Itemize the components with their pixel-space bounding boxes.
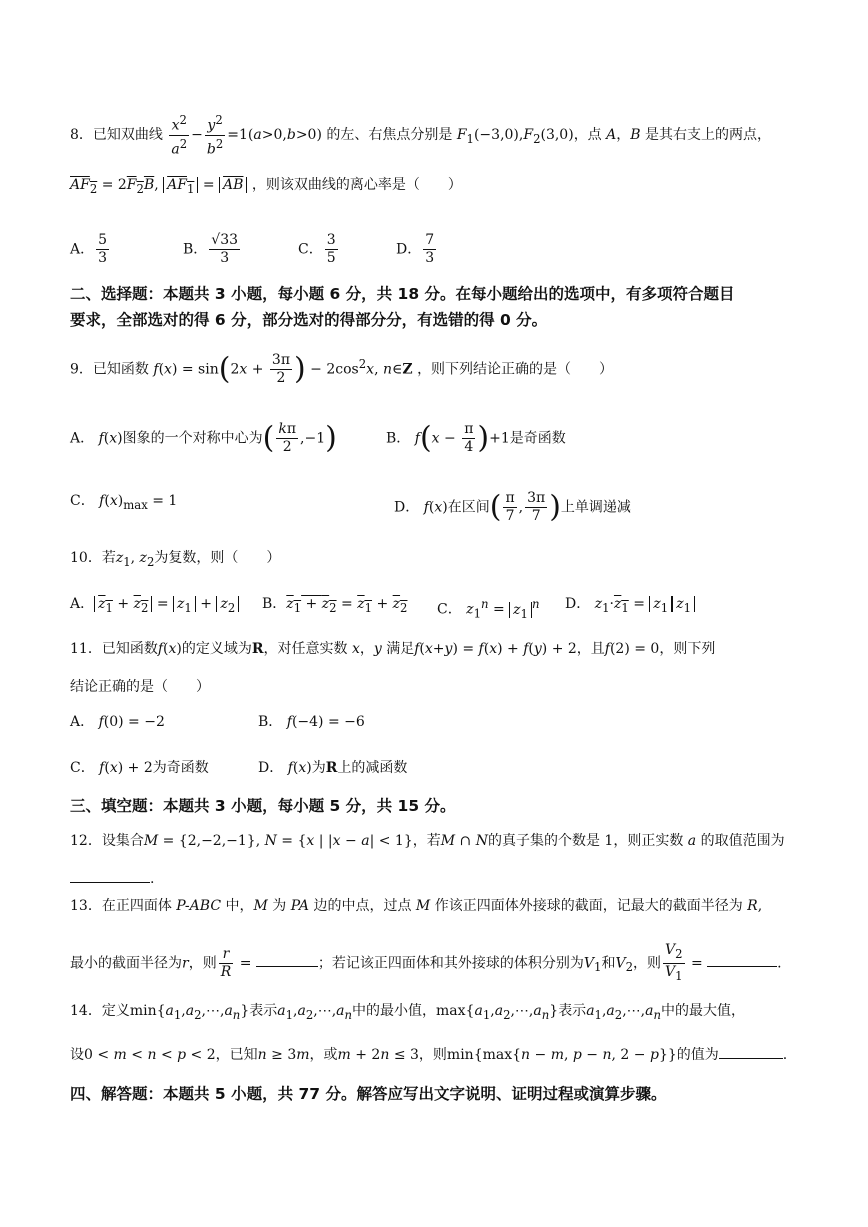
q10-option-d: D． $z_1\cdot z_1 = z_1$ $z_1$	[565, 593, 695, 619]
q14-text: 的值为	[676, 1047, 719, 1063]
q12-stem: 12．设集合M = {2,−2,−1}, N = {x | |x − a| < 1}，若M ∩ N的真子集的个数是 1，则正实数 a 的取值范围为	[70, 833, 785, 849]
q12-stem-if: ，若	[412, 833, 441, 849]
q14-text: ，或	[309, 1047, 338, 1063]
q13-text: ；若记该正四面体和其外接球的体积分别为	[317, 955, 584, 972]
option-text: 为	[311, 760, 326, 776]
q14-text: ，已知	[215, 1047, 258, 1063]
q9-option-d: D． f(x)在区间( $\frac{\pi}{7}$ , $\frac{3\pi}{7}$ )上单调递减	[394, 489, 631, 525]
option-label: A．	[70, 596, 95, 612]
option-text: 为奇函数	[152, 760, 209, 776]
option-numerator: 7	[425, 232, 435, 248]
option-label: C．	[70, 493, 95, 509]
answer-blank[interactable]	[70, 868, 150, 883]
option-numerator: 5	[98, 232, 108, 248]
q13-text: 13．在正四面体	[70, 898, 172, 914]
q14-text: 中的最小值，	[352, 1003, 437, 1019]
q12-stem-range: 的取值范围为	[700, 833, 785, 849]
answer-blank-volume-ratio[interactable]	[707, 952, 777, 967]
q11-stem-tail: ，则下列	[659, 641, 716, 657]
option-denominator: 3	[425, 250, 435, 266]
q11-option-c: C． f(x) + 2为奇函数	[70, 760, 209, 776]
q13-text: 为	[272, 898, 287, 914]
option-label: A．	[70, 714, 95, 730]
q8-stem-right-branch: 是其右支上的两点，	[645, 127, 772, 144]
q14-text: 表示	[249, 1003, 278, 1019]
option-label: B．	[183, 241, 208, 258]
option-numerator: √33	[211, 232, 239, 248]
q14-text: 设	[70, 1047, 84, 1063]
q9-option-a: A． f(x)图象的一个对称中心为( $\frac{k\pi}{2}$ ,−1)	[70, 420, 337, 456]
q12-stem-intro: 12．设集合	[70, 833, 144, 849]
option-denominator: 5	[326, 250, 336, 266]
q14-text: 14．定义	[70, 1003, 130, 1019]
q13-text: 和	[601, 955, 616, 972]
q9-stem-tail: ，则下列结论正确的是（ ）	[417, 361, 614, 378]
option-label: D．	[394, 499, 420, 516]
q13-text: 最小的截面半径为	[70, 955, 182, 972]
q11-stem-intro: 11．已知函数	[70, 641, 158, 657]
option-label: B．	[262, 596, 287, 612]
q13-text: 中，	[225, 898, 254, 914]
math-frac-x2-a2: $\frac{x^2}{a^2}$	[171, 113, 188, 158]
q9-option-c: C． $f(x)_{max} = 1$	[70, 493, 178, 512]
q14-text: ，则	[418, 1047, 447, 1063]
q8-option-d	[396, 232, 438, 267]
q11-stem-any: ，对任意实数	[263, 641, 348, 657]
math-frac-y2-b2: $\frac{y^2}{b^2}$	[206, 113, 224, 158]
section-3-header: 三、填空题：本题共 3 小题，每小题 5 分，共 15 分。	[70, 797, 456, 815]
option-denominator: 3	[98, 250, 108, 266]
q10-option-a: A． $z_1 + z_2 = z_1 + z_2$	[70, 593, 239, 619]
option-label: D．	[565, 596, 591, 612]
option-numerator: 3	[326, 232, 336, 248]
q13-line-2: 最小的截面半径为r，则 $\frac{r}{R}$ = ；若记该正四面体和其外接球的体积分别为$V_1$和$V_2$，则 $\frac{V_2}{V_1}$ = .	[70, 942, 782, 983]
q14-text: 中的最大值，	[660, 1003, 745, 1019]
q11-stem-satisfy: 满足	[386, 641, 415, 657]
option-label: D．	[396, 241, 422, 258]
q14-text: 表示	[558, 1003, 587, 1019]
q13-line-1: 13．在正四面体 P-ABC 中，M 为 PA 边的中点，过点 M 作该正四面体外接球的截面，记最大的截面半径为 R,	[70, 898, 763, 914]
q10-option-b: B．$z_1 + z_2 = z_1 + z_2$	[262, 596, 408, 615]
option-label: C．	[437, 601, 462, 618]
q8-line-2: $AF_2 = 2F_2B$, $AF_1 = \overline{AB}$ ，则该双曲线的离心率是（ ）	[70, 177, 462, 196]
q8-stem-points: ，点	[573, 127, 602, 144]
option-label: A．	[70, 241, 95, 258]
q11-option-a: A． f(0) = −2	[70, 714, 165, 730]
option-label: C．	[298, 241, 323, 258]
q13-text: 边的中点，过点	[313, 898, 412, 914]
q14-line-1: 14．定义$\min\{a_1,a_2,\cdots,a_n\}$表示$a_1,a_2,\cdots,a_n$中的最小值，$\max\{a_1,a_2,\cdots,a_n\}$表示$a_1,a_2,\cdots,a_n$中的最大值，	[70, 1003, 745, 1022]
q13-text: 作该正四面体外接球的截面，记最大的截面半径为	[434, 898, 743, 914]
option-label: B．	[386, 430, 411, 447]
q8-stem-foci: 的左、右焦点分别是	[326, 127, 453, 144]
q11-option-d: D． f(x)为R上的减函数	[258, 760, 408, 776]
q10-stem-tail: 为复数，则（ ）	[154, 550, 281, 566]
q11-stem-and: ，且	[576, 641, 605, 657]
q10-option-c: C． $z_1^n = z_1^n$	[437, 597, 540, 621]
q13-text: ，则	[632, 955, 661, 972]
q8-option-b	[183, 232, 242, 267]
q9-stem-intro: 9．已知函数	[70, 361, 149, 378]
q8-stem-intro: 8．已知双曲线	[70, 127, 163, 144]
q10-stem: 10．若$z_1$, $z_2$为复数，则（ ）	[70, 550, 281, 569]
q8-stem-eccentricity: ，则该双曲线的离心率是（ ）	[251, 177, 462, 193]
q12-answer-line: .	[70, 868, 828, 890]
q12-stem-subsets: 的真子集的个数是 1，则正实数	[487, 833, 684, 849]
q13-text: ，则	[188, 955, 217, 972]
q9-option-b: B． f(x − $\frac{\pi}{4}$ )+1是奇函数	[386, 420, 566, 456]
option-text: 上单调递减	[560, 499, 631, 516]
q8-option-a	[70, 232, 111, 267]
q9-stem: 9．已知函数 f(x) = sin(2x + $\frac{3\pi}{2}$ ) − $2\cos^2x$, n∈Z ，则下列结论正确的是（ ）	[70, 351, 614, 387]
section-2-header: 二、选择题：本题共 3 小题，每小题 6 分，共 18 分。在每小题给出的选项中，有多项符合题目	[70, 285, 735, 303]
answer-blank[interactable]	[719, 1044, 783, 1059]
option-label: C．	[70, 760, 95, 776]
option-label: D．	[258, 760, 284, 776]
option-text: 上的减函数	[337, 760, 408, 776]
section-4-header: 四、解答题：本题共 5 小题，共 77 分。解答应写出文字说明、证明过程或演算步骤。	[70, 1085, 667, 1103]
q8-option-c	[298, 232, 340, 267]
q11-stem-domain: 的定义域为	[181, 641, 252, 657]
option-denominator: 3	[220, 250, 230, 266]
q11-stem: 11．已知函数f(x)的定义域为R，对任意实数 x，y 满足f(x+y) = f(x) + f(y) + 2，且f(2) = 0，则下列	[70, 641, 716, 657]
q11-option-b: B． f(−4) = −6	[258, 714, 365, 730]
option-text: 是奇函数	[509, 430, 566, 447]
option-label: A．	[70, 430, 95, 447]
option-label: B．	[258, 714, 283, 730]
q11-stem-line-2: 结论正确的是（ ）	[70, 679, 210, 695]
q14-line-2: 设0 < m < n < p < 2，已知n ≥ 3m，或m + 2n ≤ 3，则min{max{n − m, p − n, 2 − p}}的值为 .	[70, 1044, 828, 1066]
answer-blank-r-ratio[interactable]	[256, 952, 318, 967]
q10-stem-intro: 10．若	[70, 550, 116, 566]
section-2-header-cont: 要求，全部选对的得 6 分，部分选对的得部分分，有选错的得 0 分。	[70, 311, 548, 329]
option-text: 图象的一个对称中心为	[122, 430, 263, 447]
q8-line-1: 8．已知双曲线 $\frac{x^2}{a^2}$ − $\frac{y^2}{b^2}$ =1(a>0,b>0) 的左、右焦点分别是 $F_1(-3,0),F_2(3,0)$，点 A，B 是其右支上的两点，	[70, 113, 772, 158]
option-text: 在区间	[447, 499, 490, 516]
